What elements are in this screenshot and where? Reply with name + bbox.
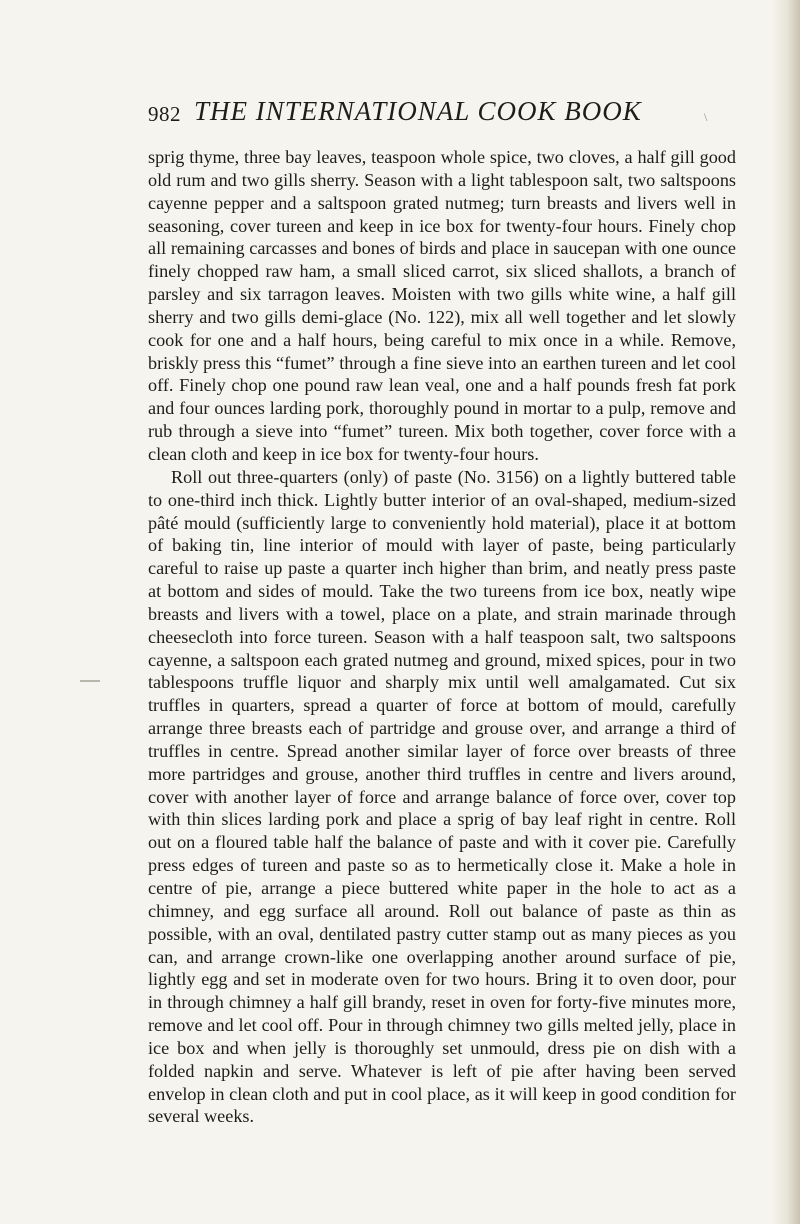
corner-mark: \ (704, 110, 708, 124)
margin-dash-mark (80, 680, 100, 682)
paragraph-continuation: sprig thyme, three bay leaves, teaspoon whole spice, two cloves, a half gill good old rum and two gills sherry. Season with a light tablespoon salt, two saltspoons cayenne pepper and a saltspoon grated nutmeg; turn breasts and livers well in seasoning, cover tureen and keep in ice box for twenty-four hours. Finely chop all remaining carcasses and bones of birds and place in saucepan with one ounce finely chopped raw ham, a small sliced carrot, six sliced shallots, a branch of parsley and six tarragon leaves. Moisten with two gills white wine, a half gill sherry and two gills demi-glace (No. 122), mix all well together and let slowly cook for one and a half hours, being careful to mix once in a while. Remove, briskly press this “fumet” through a fine sieve into an earthen tureen and let cool off. Finely chop one pound raw lean veal, one and a half pounds fresh fat pork and four ounces larding pork, thoroughly pound in mortar to a pulp, remove and rub through a sieve into “fumet” tureen. Mix both together, cover force with a clean cloth and keep in ice box for twenty-four hours. (148, 147, 736, 464)
page-number: 982 (148, 102, 181, 126)
running-title: THE INTERNATIONAL COOK BOOK (194, 96, 642, 126)
recipe-body-text (148, 146, 736, 1128)
page-edge-shadow (772, 0, 800, 1224)
paragraph-pie-instructions: Roll out three-quarters (only) of paste (No. 3156) on a lightly buttered table to one-third inch thick. Lightly butter interior of an oval-shaped, medium-sized pâté mould (sufficiently large to conveniently hold material), place it at bottom of baking tin, line interior of mould with layer of paste, being particularly careful to raise up paste a quarter inch higher than brim, and neatly press paste at bottom and sides of mould. Take the two tureens from ice box, neatly wipe breasts and livers with a towel, place on a plate, and strain marinade through cheesecloth into force tureen. Season with a half teaspoon salt, two saltspoons cayenne, a saltspoon each grated nutmeg and ground, mixed spices, pour in two tablespoons truffle liquor and sharply mix until well amalgamated. Cut six truffles in quarters, spread a quarter of force at bottom of mould, carefully arrange three breasts each of partridge and grouse over, and arrange a third of truffles in centre. Spread another similar layer of force over breasts of three more partridges and grouse, another third truffles in centre and livers around, cover with another layer of force and arrange balance of force over, cover top with thin slices larding pork and place a sprig of bay leaf right in centre. Roll out on a floured table half the balance of paste and with it cover pie. Carefully press edges of tureen and paste so as to hermetically close it. Make a hole in centre of pie, arrange a piece buttered white paper in the hole to act as a chimney, and egg surface all around. Roll out balance of paste as thin as possible, with an oval, dentilated pastry cutter stamp out as many pieces as you can, and arrange crown-like one overlapping another around surface of pie, lightly egg and set in moderate oven for two hours. Bring it to oven door, pour in through chimney a half gill brandy, reset in oven for forty-five minutes more, remove and let cool off. Pour in through chimney two gills melted jelly, place in ice box and when jelly is thoroughly set unmould, dress pie on dish with a folded napkin and serve. Whatever is left of pie after having been served envelop in clean cloth and put in cool place, as it will keep in good condition for several weeks. (148, 466, 736, 1127)
page-header (148, 94, 708, 134)
